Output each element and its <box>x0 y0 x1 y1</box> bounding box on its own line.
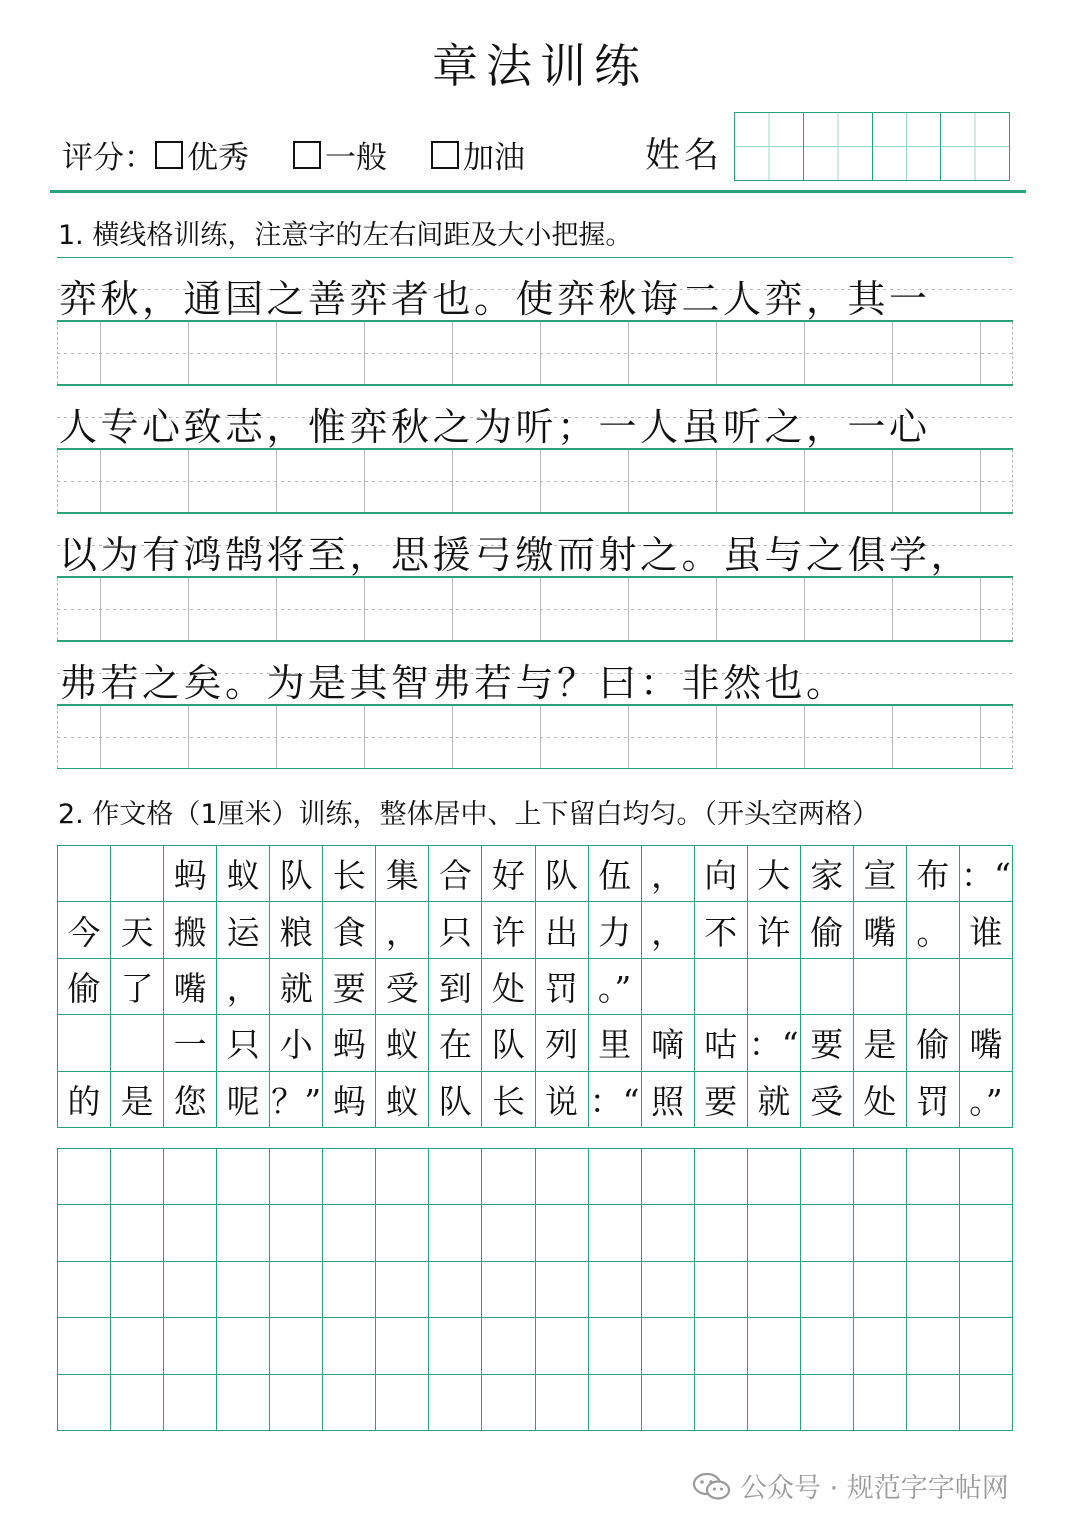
practice-cell[interactable] <box>854 1262 907 1318</box>
practice-cell[interactable] <box>960 1318 1013 1374</box>
practice-line[interactable] <box>57 577 1013 641</box>
name-cell[interactable] <box>941 113 1009 180</box>
practice-cell[interactable] <box>801 1149 854 1205</box>
wechat-icon <box>692 1471 732 1501</box>
text-line <box>57 641 1013 705</box>
practice-cell[interactable] <box>748 1375 801 1431</box>
grid-cell: 好 <box>482 846 535 902</box>
grid-cell <box>111 1015 164 1071</box>
practice-cell[interactable] <box>429 1262 482 1318</box>
practice-cell[interactable] <box>907 1375 960 1431</box>
grid-cell: 蚁 <box>376 1015 429 1071</box>
grid-cell: 受 <box>801 1072 854 1128</box>
practice-cell[interactable] <box>907 1318 960 1374</box>
practice-cell[interactable] <box>960 1149 1013 1205</box>
grid-cell: 嘀 <box>642 1015 695 1071</box>
grid-cell: 长 <box>482 1072 535 1128</box>
practice-cell[interactable] <box>482 1318 535 1374</box>
practice-cell[interactable] <box>217 1205 270 1261</box>
practice-cell[interactable] <box>164 1205 217 1261</box>
grid-cell: 向 <box>695 846 748 902</box>
checkbox-icon[interactable] <box>293 141 321 169</box>
practice-cell[interactable] <box>907 1149 960 1205</box>
practice-cell[interactable] <box>748 1205 801 1261</box>
practice-cell[interactable] <box>376 1149 429 1205</box>
grid-cell: 到 <box>429 959 482 1015</box>
grid-cell: 只 <box>217 1015 270 1071</box>
practice-cell[interactable] <box>695 1205 748 1261</box>
grid-cell: ， <box>642 846 695 902</box>
practice-cell[interactable] <box>748 1262 801 1318</box>
practice-cell[interactable] <box>323 1205 376 1261</box>
practice-cell[interactable] <box>642 1318 695 1374</box>
grid-cell: 布 <box>907 846 960 902</box>
practice-cell[interactable] <box>748 1318 801 1374</box>
practice-cell[interactable] <box>429 1205 482 1261</box>
grid-cell: ：“ <box>960 846 1013 902</box>
grid-cell <box>695 959 748 1015</box>
grid-cell: 偷 <box>907 1015 960 1071</box>
practice-cell[interactable] <box>589 1262 642 1318</box>
header-divider <box>50 190 1026 193</box>
practice-cell[interactable] <box>111 1318 164 1374</box>
grid-cell: 谁 <box>960 902 1013 958</box>
section2-instruction: 2. 作文格（1厘米）训练，整体居中、上下留白均匀。（开头空两格） <box>58 799 880 830</box>
grid-cell: 嘴 <box>164 959 217 1015</box>
grid-cell: 队 <box>536 846 589 902</box>
practice-cell[interactable] <box>376 1318 429 1374</box>
grid-cell: 呢 <box>217 1072 270 1128</box>
practice-cell[interactable] <box>695 1318 748 1374</box>
grid-cell: 蚂 <box>164 846 217 902</box>
name-cell[interactable] <box>735 113 804 180</box>
grid-cell: 队 <box>482 1015 535 1071</box>
name-cell[interactable] <box>804 113 873 180</box>
practice-line[interactable] <box>57 705 1013 769</box>
practice-cell[interactable] <box>376 1262 429 1318</box>
practice-cell[interactable] <box>58 1375 111 1431</box>
grid-cell: 罚 <box>536 959 589 1015</box>
practice-cell[interactable] <box>801 1262 854 1318</box>
practice-cell[interactable] <box>854 1205 907 1261</box>
practice-cell[interactable] <box>270 1262 323 1318</box>
grid-cell: 处 <box>854 1072 907 1128</box>
grid-cell: 里 <box>589 1015 642 1071</box>
rating-label: 评分： <box>62 140 155 176</box>
section1-instruction: 1. 横线格训练，注意字的左右间距及大小把握。 <box>58 220 633 251</box>
practice-cell[interactable] <box>111 1205 164 1261</box>
practice-cell[interactable] <box>960 1262 1013 1318</box>
grid-cell: ：“ <box>748 1015 801 1071</box>
grid-cell: 蚁 <box>376 1072 429 1128</box>
checkbox-icon[interactable] <box>431 141 459 169</box>
practice-cell[interactable] <box>960 1375 1013 1431</box>
line-text: 弈秋，通国之善弈者也。使弈秋诲二人弈，其一 <box>59 277 931 321</box>
practice-line[interactable] <box>57 449 1013 513</box>
grid-cell <box>854 959 907 1015</box>
watermark <box>692 1466 1009 1505</box>
practice-cell[interactable] <box>270 1318 323 1374</box>
watermark-text: 公众号 · 规范字字帖网 <box>740 1473 1009 1504</box>
page-title: 章法训练 <box>432 39 648 93</box>
grid-cell: 伍 <box>589 846 642 902</box>
grid-cell: 集 <box>376 846 429 902</box>
grid-cell: 。” <box>960 1072 1013 1128</box>
grid-cell: 一 <box>164 1015 217 1071</box>
grid-cell: ？” <box>270 1072 323 1128</box>
practice-cell[interactable] <box>536 1149 589 1205</box>
practice-cell[interactable] <box>58 1262 111 1318</box>
practice-cell[interactable] <box>536 1205 589 1261</box>
grid-cell: 照 <box>642 1072 695 1128</box>
grid-cell: ， <box>376 902 429 958</box>
practice-cell[interactable] <box>217 1318 270 1374</box>
practice-cell[interactable] <box>960 1205 1013 1261</box>
practice-cell[interactable] <box>217 1262 270 1318</box>
practice-cell[interactable] <box>164 1149 217 1205</box>
grid-cell: 出 <box>536 902 589 958</box>
grid-cell: 是 <box>854 1015 907 1071</box>
composition-practice-grid[interactable] <box>57 1148 1013 1431</box>
practice-cell[interactable] <box>217 1375 270 1431</box>
practice-cell[interactable] <box>536 1375 589 1431</box>
grid-cell: 受 <box>376 959 429 1015</box>
grid-cell <box>801 959 854 1015</box>
practice-cell[interactable] <box>58 1205 111 1261</box>
practice-cell[interactable] <box>536 1318 589 1374</box>
grid-cell: 许 <box>482 902 535 958</box>
name-writing-grid[interactable] <box>734 112 1010 181</box>
practice-cell[interactable] <box>642 1375 695 1431</box>
rating-option-excellent[interactable] <box>155 132 249 177</box>
practice-cell[interactable] <box>323 1318 376 1374</box>
rating-row <box>62 132 525 177</box>
grid-cell: 在 <box>429 1015 482 1071</box>
grid-cell: 不 <box>695 902 748 958</box>
grid-cell: 蚂 <box>323 1015 376 1071</box>
practice-cell[interactable] <box>695 1262 748 1318</box>
lined-practice-area <box>57 257 1013 769</box>
practice-cell[interactable] <box>854 1375 907 1431</box>
line-text: 以为有鸿鹄将至，思援弓缴而射之。虽与之俱学， <box>59 533 973 577</box>
grid-cell: ， <box>217 959 270 1015</box>
grid-cell: 是 <box>111 1072 164 1128</box>
grid-cell: 队 <box>270 846 323 902</box>
practice-cell[interactable] <box>801 1375 854 1431</box>
practice-line[interactable] <box>57 321 1013 385</box>
grid-cell <box>748 959 801 1015</box>
grid-cell <box>58 1015 111 1071</box>
grid-cell: 列 <box>536 1015 589 1071</box>
practice-cell[interactable] <box>589 1205 642 1261</box>
grid-cell: 合 <box>429 846 482 902</box>
practice-cell[interactable] <box>111 1375 164 1431</box>
grid-cell: 就 <box>270 959 323 1015</box>
rating-option-keep-going[interactable] <box>431 132 525 177</box>
grid-cell: 偷 <box>801 902 854 958</box>
grid-cell: 了 <box>111 959 164 1015</box>
rating-option-label: 优秀 <box>187 140 249 176</box>
grid-cell: 只 <box>429 902 482 958</box>
practice-cell[interactable] <box>429 1149 482 1205</box>
checkbox-icon[interactable] <box>155 141 183 169</box>
practice-cell[interactable] <box>376 1205 429 1261</box>
practice-cell[interactable] <box>482 1149 535 1205</box>
practice-cell[interactable] <box>58 1318 111 1374</box>
practice-cell[interactable] <box>748 1149 801 1205</box>
grid-cell: 运 <box>217 902 270 958</box>
practice-cell[interactable] <box>801 1205 854 1261</box>
practice-cell[interactable] <box>482 1262 535 1318</box>
grid-cell: 嘴 <box>854 902 907 958</box>
practice-cell[interactable] <box>907 1205 960 1261</box>
practice-cell[interactable] <box>429 1375 482 1431</box>
practice-cell[interactable] <box>58 1149 111 1205</box>
grid-cell: 您 <box>164 1072 217 1128</box>
grid-cell: 就 <box>748 1072 801 1128</box>
practice-cell[interactable] <box>164 1318 217 1374</box>
text-line <box>57 385 1013 449</box>
grid-cell: 队 <box>429 1072 482 1128</box>
practice-cell[interactable] <box>854 1149 907 1205</box>
grid-cell: 蚁 <box>217 846 270 902</box>
grid-cell: 。” <box>589 959 642 1015</box>
practice-cell[interactable] <box>854 1318 907 1374</box>
grid-cell: 天 <box>111 902 164 958</box>
grid-cell: 偷 <box>58 959 111 1015</box>
grid-cell: 的 <box>58 1072 111 1128</box>
grid-cell <box>907 959 960 1015</box>
grid-cell: 力 <box>589 902 642 958</box>
grid-cell: 小 <box>270 1015 323 1071</box>
grid-cell <box>111 846 164 902</box>
practice-cell[interactable] <box>217 1149 270 1205</box>
practice-cell[interactable] <box>323 1149 376 1205</box>
practice-cell[interactable] <box>589 1318 642 1374</box>
grid-cell: 长 <box>323 846 376 902</box>
practice-cell[interactable] <box>111 1149 164 1205</box>
rating-option-label: 加油 <box>463 140 525 176</box>
grid-cell: 许 <box>748 902 801 958</box>
practice-cell[interactable] <box>270 1149 323 1205</box>
name-cell[interactable] <box>873 113 942 180</box>
grid-cell: 粮 <box>270 902 323 958</box>
grid-cell: ：“ <box>589 1072 642 1128</box>
grid-cell: 宣 <box>854 846 907 902</box>
grid-cell: ， <box>642 902 695 958</box>
practice-cell[interactable] <box>429 1318 482 1374</box>
grid-cell <box>642 959 695 1015</box>
rating-option-label: 一般 <box>325 140 387 176</box>
practice-cell[interactable] <box>695 1149 748 1205</box>
grid-cell: 要 <box>801 1015 854 1071</box>
text-line <box>57 257 1013 321</box>
line-text: 弗若之矣。为是其智弗若与？曰：非然也。 <box>59 661 848 705</box>
practice-cell[interactable] <box>589 1149 642 1205</box>
rating-option-average[interactable] <box>293 132 387 177</box>
grid-cell: 蚂 <box>323 1072 376 1128</box>
text-line <box>57 513 1013 577</box>
practice-cell[interactable] <box>642 1205 695 1261</box>
grid-cell <box>58 846 111 902</box>
practice-cell[interactable] <box>536 1262 589 1318</box>
practice-cell[interactable] <box>642 1262 695 1318</box>
grid-cell <box>960 959 1013 1015</box>
grid-cell: 嘴 <box>960 1015 1013 1071</box>
grid-cell: 家 <box>801 846 854 902</box>
practice-cell[interactable] <box>482 1205 535 1261</box>
practice-cell[interactable] <box>323 1375 376 1431</box>
practice-cell[interactable] <box>323 1262 376 1318</box>
practice-cell[interactable] <box>376 1375 429 1431</box>
grid-cell: 罚 <box>907 1072 960 1128</box>
practice-cell[interactable] <box>270 1205 323 1261</box>
practice-cell[interactable] <box>642 1149 695 1205</box>
practice-cell[interactable] <box>111 1262 164 1318</box>
name-label: 姓名 <box>645 136 724 176</box>
practice-cell[interactable] <box>907 1262 960 1318</box>
grid-cell: 搬 <box>164 902 217 958</box>
composition-sample-grid <box>57 845 1013 1128</box>
practice-cell[interactable] <box>270 1375 323 1431</box>
grid-cell: 。 <box>907 902 960 958</box>
grid-cell: 咕 <box>695 1015 748 1071</box>
grid-cell: 食 <box>323 902 376 958</box>
practice-cell[interactable] <box>589 1375 642 1431</box>
grid-cell: 大 <box>748 846 801 902</box>
grid-cell: 要 <box>323 959 376 1015</box>
grid-cell: 处 <box>482 959 535 1015</box>
grid-cell: 要 <box>695 1072 748 1128</box>
practice-cell[interactable] <box>164 1375 217 1431</box>
grid-cell: 今 <box>58 902 111 958</box>
practice-cell[interactable] <box>164 1262 217 1318</box>
practice-cell[interactable] <box>695 1375 748 1431</box>
grid-cell: 说 <box>536 1072 589 1128</box>
practice-cell[interactable] <box>482 1375 535 1431</box>
line-text: 人专心致志，惟弈秋之为听；一人虽听之，一心 <box>59 405 931 449</box>
practice-cell[interactable] <box>801 1318 854 1374</box>
